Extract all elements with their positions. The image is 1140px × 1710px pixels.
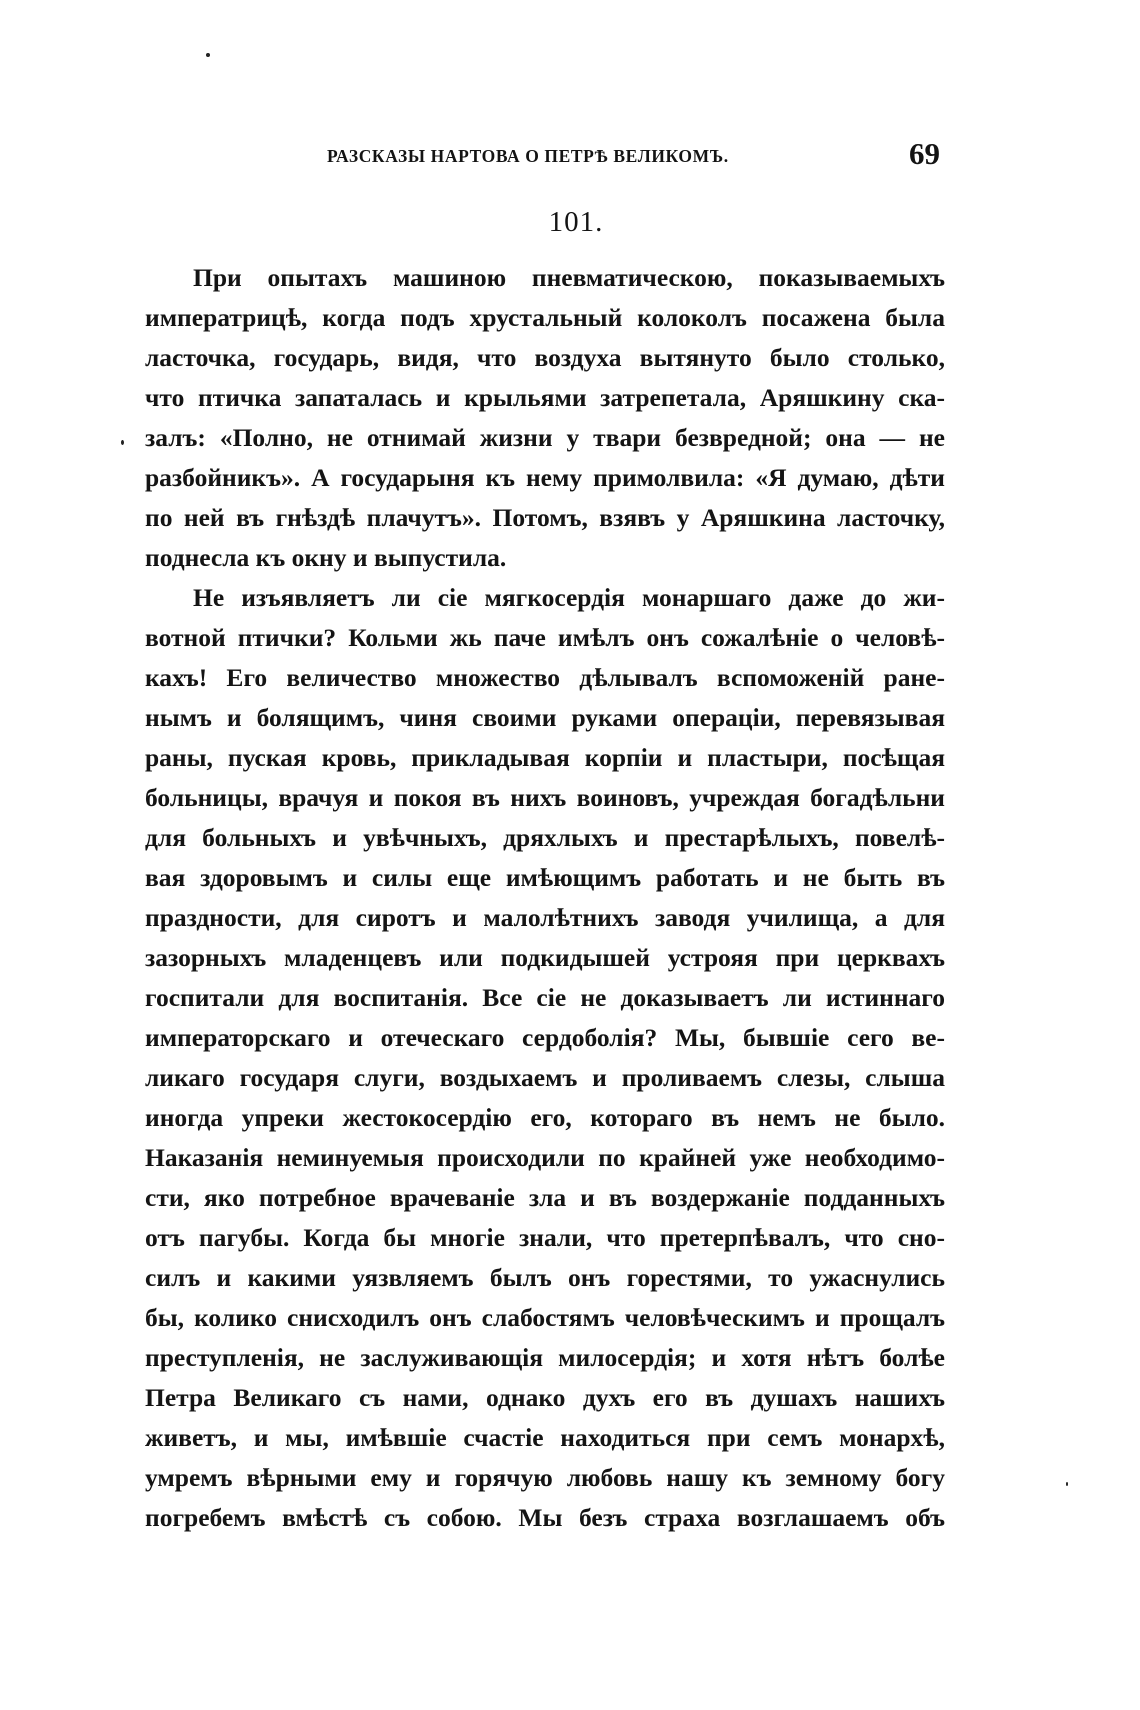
text-line: по ней въ гнѣздѣ плачутъ». Потомъ, взявъ у Аряшкина ласточку, (145, 503, 945, 532)
page-speck (206, 53, 210, 57)
text-line: праздности, для сиротъ и малолѣтнихъ заводя училища, а для (145, 903, 945, 932)
text-line: Петра Великаго съ нами, однако духъ его въ душахъ нашихъ (145, 1383, 945, 1412)
text-line: вая здоровымъ и силы еще имѣющимъ работать и не быть въ (145, 863, 945, 892)
text-line: для больныхъ и увѣчныхъ, дряхлыхъ и престарѣлыхъ, повелѣ- (145, 823, 945, 852)
text-line: раны, пуская кровь, прикладывая корпіи и пластыри, посѣщая (145, 743, 945, 772)
text-line: ласточка, государь, видя, что воздуха вытянуто было столько, (145, 343, 945, 372)
text-line: залъ: «Полно, не отнимай жизни у твари безвредной; она — не (145, 423, 945, 452)
text-line: нымъ и болящимъ, чиня своими руками операціи, перевязывая (145, 703, 945, 732)
text-line: госпитали для воспитанія. Все сіе не доказываетъ ли истиннаго (145, 983, 945, 1012)
text-line: что птичка запаталась и крыльями затрепетала, Аряшкину ска- (145, 383, 945, 412)
text-line: разбойникъ». А государыня къ нему примолвила: «Я думаю, дѣти (145, 463, 945, 492)
text-line: императорскаго и отеческаго сердоболія? Мы, бывшіе сего ве- (145, 1023, 945, 1052)
text-line: вотной птички? Кольми жь паче имѣлъ онъ сожалѣніе о человѣ- (145, 623, 945, 652)
text-line: умремъ вѣрными ему и горячую любовь нашу къ земному богу (145, 1463, 945, 1492)
text-line: отъ пагубы. Когда бы многіе знали, что претерпѣвалъ, что сно- (145, 1223, 945, 1252)
text-line: больницы, врачуя и покоя въ нихъ воиновъ, учреждая богадѣльни (145, 783, 945, 812)
text-line: живетъ, и мы, имѣвшіе счастіе находиться при семъ монархѣ, (145, 1423, 945, 1452)
text-line: Наказанія неминуемыя происходили по крайней уже необходимо- (145, 1143, 945, 1172)
page-speck (1066, 1482, 1068, 1486)
text-line: погребемъ вмѣстѣ съ собою. Мы безъ страха возглашаемъ объ (145, 1503, 945, 1532)
text-line: императрицѣ, когда подъ хрустальный колоколъ посажена была (145, 303, 945, 332)
text-line: ликаго государя слуги, воздыхаемъ и проливаемъ слезы, слыша (145, 1063, 945, 1092)
running-head (145, 136, 945, 182)
section-number: 101. (548, 206, 604, 238)
text-line: зазорныхъ младенцевъ или подкидышей устрояя при церквахъ (145, 943, 945, 972)
text-line: кахъ! Его величество множество дѣлывалъ вспоможеній ране- (145, 663, 945, 692)
text-line: При опытахъ машиною пневматическою, показываемыхъ (193, 263, 945, 292)
text-line: иногда упреки жестокосердію его, котораго въ немъ не было. (145, 1103, 945, 1132)
text-line: сти, яко потребное врачеваніе зла и въ воздержаніе подданныхъ (145, 1183, 945, 1212)
page-number: 69 (909, 136, 940, 171)
body-text (145, 258, 945, 1538)
text-line: силъ и какими уязвляемъ былъ онъ горестями, то ужаснулись (145, 1263, 945, 1292)
running-title: РАЗСКАЗЫ НАРТОВА О ПЕТРѢ ВЕЛИКОМЪ. (327, 146, 729, 166)
text-line: бы, колико снисходилъ онъ слабостямъ человѣческимъ и прощалъ (145, 1303, 945, 1332)
text-line: преступленія, не заслуживающія милосердія; и хотя нѣтъ болѣе (145, 1343, 945, 1372)
page-speck (121, 440, 124, 445)
text-line: поднесла къ окну и выпустила. (145, 543, 507, 572)
text-line: Не изъявляетъ ли сіе мягкосердія монаршаго даже до жи- (193, 583, 945, 612)
